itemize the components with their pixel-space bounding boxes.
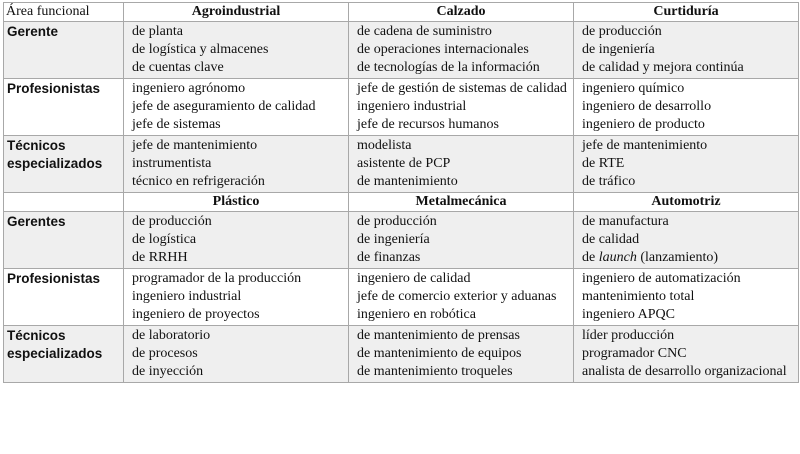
cell-line: de cadena de suministro bbox=[357, 24, 492, 39]
column-header-industry: Calzado bbox=[349, 3, 574, 22]
cell-line: jefe de comercio exterior y aduanas bbox=[357, 289, 557, 304]
cell-line: jefe de mantenimiento bbox=[582, 138, 708, 153]
column-header-area: Área funcional bbox=[4, 3, 124, 22]
column-header-industry: Plástico bbox=[124, 193, 349, 212]
cell-line: de mantenimiento de equipos bbox=[357, 346, 522, 361]
cell-line: de ingeniería bbox=[357, 232, 430, 247]
table-cell bbox=[124, 326, 349, 383]
cell-line: de RTE bbox=[582, 156, 625, 171]
table-row bbox=[4, 22, 799, 79]
cell-line: de RRHH bbox=[132, 250, 188, 265]
cell-line: jefe de gestión de sistemas de calidad bbox=[357, 81, 567, 96]
cell-line: de producción bbox=[357, 214, 437, 229]
functional-area-table-container bbox=[3, 2, 798, 383]
cell-line: ingeniero APQC bbox=[582, 307, 675, 322]
cell-line: jefe de aseguramiento de calidad bbox=[132, 99, 316, 114]
italic-term: launch bbox=[598, 250, 637, 265]
table-cell bbox=[349, 22, 574, 79]
cell-line: de manufactura bbox=[582, 214, 669, 229]
table-cell bbox=[574, 22, 799, 79]
functional-area-table bbox=[3, 2, 799, 383]
cell-line: ingeniero en robótica bbox=[357, 307, 476, 322]
table-row bbox=[4, 269, 799, 326]
column-header-industry: Agroindustrial bbox=[124, 3, 349, 22]
cell-line: programador CNC bbox=[582, 346, 687, 361]
table-cell bbox=[349, 79, 574, 136]
cell-line: de producción bbox=[582, 24, 662, 39]
cell-line: ingeniero de producto bbox=[582, 117, 705, 132]
cell-line: de mantenimiento troqueles bbox=[357, 364, 513, 379]
cell-line: ingeniero de calidad bbox=[357, 271, 471, 286]
table-cell bbox=[124, 79, 349, 136]
table-row bbox=[4, 212, 799, 269]
cell-line: de calidad y mejora continúa bbox=[582, 60, 744, 75]
cell-line: modelista bbox=[357, 138, 412, 153]
row-label: Gerentes bbox=[4, 212, 124, 269]
row-label: Técnicos especializados bbox=[4, 326, 124, 383]
table-cell bbox=[349, 136, 574, 193]
cell-line: de operaciones internacionales bbox=[357, 42, 529, 57]
column-header-industry: Metalmecánica bbox=[349, 193, 574, 212]
cell-line: de mantenimiento de prensas bbox=[357, 328, 520, 343]
cell-line: mantenimiento total bbox=[582, 289, 695, 304]
table-row bbox=[4, 136, 799, 193]
cell-line: ingeniero de desarrollo bbox=[582, 99, 712, 114]
cell-line: ingeniero industrial bbox=[357, 99, 467, 114]
table-header-row bbox=[4, 193, 799, 212]
cell-line: de tráfico bbox=[582, 174, 636, 189]
table-cell bbox=[349, 326, 574, 383]
table-cell bbox=[574, 79, 799, 136]
cell-line: ingeniero de proyectos bbox=[132, 307, 260, 322]
cell-line: de launch (lanzamiento) bbox=[582, 250, 719, 265]
table-cell bbox=[124, 136, 349, 193]
cell-line: jefe de sistemas bbox=[132, 117, 221, 132]
table-cell bbox=[574, 326, 799, 383]
cell-line: ingeniero industrial bbox=[132, 289, 242, 304]
row-label: Profesionistas bbox=[4, 79, 124, 136]
table-cell bbox=[574, 136, 799, 193]
cell-line: de mantenimiento bbox=[357, 174, 458, 189]
cell-line: de tecnologías de la información bbox=[357, 60, 540, 75]
column-header-area bbox=[4, 193, 124, 212]
row-label: Técnicos especializados bbox=[4, 136, 124, 193]
cell-line: programador de la producción bbox=[132, 271, 302, 286]
table-row bbox=[4, 79, 799, 136]
table-cell bbox=[349, 212, 574, 269]
column-header-industry: Curtiduría bbox=[574, 3, 799, 22]
cell-line: de inyección bbox=[132, 364, 204, 379]
cell-line: instrumentista bbox=[132, 156, 212, 171]
cell-line: asistente de PCP bbox=[357, 156, 451, 171]
table-cell bbox=[124, 22, 349, 79]
cell-line: de logística y almacenes bbox=[132, 42, 269, 57]
cell-line: ingeniero agrónomo bbox=[132, 81, 246, 96]
cell-line: de planta bbox=[132, 24, 183, 39]
cell-line: de procesos bbox=[132, 346, 198, 361]
cell-line: de finanzas bbox=[357, 250, 421, 265]
cell-line: de cuentas clave bbox=[132, 60, 224, 75]
cell-line: técnico en refrigeración bbox=[132, 174, 265, 189]
table-cell bbox=[124, 269, 349, 326]
table-header-row bbox=[4, 3, 799, 22]
cell-line: ingeniero químico bbox=[582, 81, 685, 96]
row-label: Gerente bbox=[4, 22, 124, 79]
cell-line: jefe de recursos humanos bbox=[357, 117, 499, 132]
table-body bbox=[4, 3, 799, 383]
table-cell bbox=[124, 212, 349, 269]
cell-line: de laboratorio bbox=[132, 328, 211, 343]
cell-line: ingeniero de automatización bbox=[582, 271, 741, 286]
table-cell bbox=[574, 269, 799, 326]
cell-line: de ingeniería bbox=[582, 42, 655, 57]
column-header-industry: Automotriz bbox=[574, 193, 799, 212]
cell-line: líder producción bbox=[582, 328, 675, 343]
cell-line: de calidad bbox=[582, 232, 640, 247]
cell-line: analista de desarrollo organizacional bbox=[582, 364, 787, 379]
table-cell bbox=[349, 269, 574, 326]
cell-line: de producción bbox=[132, 214, 212, 229]
row-label: Profesionistas bbox=[4, 269, 124, 326]
cell-line: jefe de mantenimiento bbox=[132, 138, 258, 153]
table-row bbox=[4, 326, 799, 383]
cell-line: de logística bbox=[132, 232, 197, 247]
table-cell bbox=[574, 212, 799, 269]
